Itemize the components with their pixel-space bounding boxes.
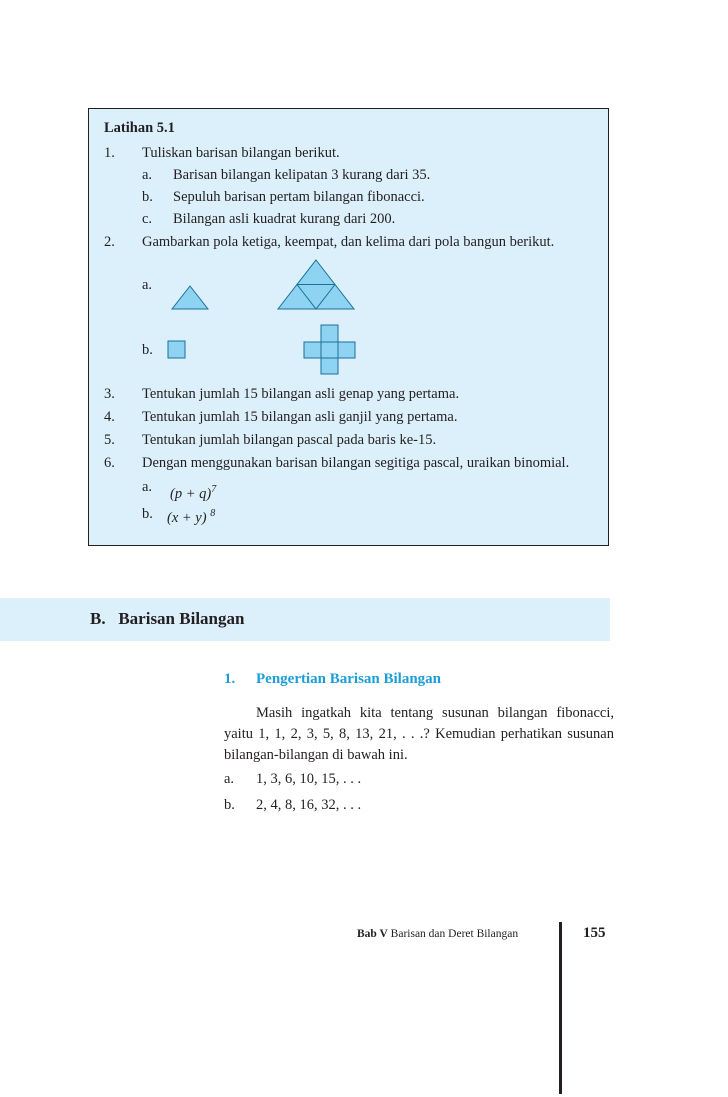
q1b-text: Sepuluh barisan pertam bilangan fibonacci.: [173, 189, 425, 205]
subsection-label: Pengertian Barisan Bilangan: [256, 671, 442, 687]
square-pattern-1: [167, 340, 187, 359]
q6b-expression: (x + y) $^8$: [167, 508, 216, 526]
subsection-paragraph: Masih ingatkah kita tentang susunan bilangan fibonacci, yaitu 1, 1, 2, 3, 5, 8, 13, 21, . . .? Kemudian perhatikan susunan bilangan-bilangan di bawah ini.: [224, 705, 614, 763]
q4-number: 4.: [104, 409, 115, 425]
page-number: 155: [583, 925, 606, 941]
q6a-expression: $(p + q)^7$: [170, 484, 217, 502]
q5-number: 5.: [104, 432, 115, 448]
cross-pattern-2: [303, 324, 357, 376]
seq-a-label: a.: [224, 771, 235, 787]
footer-divider: [559, 922, 562, 1094]
seq-b-label: b.: [224, 797, 235, 813]
q1-number: 1.: [104, 145, 115, 161]
section-title: B. Barisan Bilangan: [90, 609, 245, 628]
q2a-label: a.: [142, 277, 153, 293]
exercise-title: Latihan 5.1: [104, 120, 175, 136]
triangle-pattern-1: [170, 285, 210, 310]
q1a-text: Barisan bilangan kelipatan 3 kurang dari 35.: [173, 167, 431, 183]
q6-number: 6.: [104, 455, 115, 471]
triangle-pattern-2: [276, 259, 356, 311]
q1-text: Tuliskan barisan bilangan berikut.: [142, 145, 340, 161]
q1a-label: a.: [142, 167, 153, 183]
q2-number: 2.: [104, 234, 115, 250]
seq-b-text: 2, 4, 8, 16, 32, . . .: [256, 797, 362, 813]
q1b-label: b.: [142, 189, 153, 205]
q3-number: 3.: [104, 386, 115, 402]
footer-chapter: [357, 928, 518, 940]
q5-text: Tentukan jumlah bilangan pascal pada baris ke-15.: [142, 432, 437, 448]
q1c-text: Bilangan asli kuadrat kurang dari 200.: [173, 211, 396, 227]
q6b-label: b.: [142, 506, 153, 522]
q2-text: Gambarkan pola ketiga, keempat, dan kelima dari pola bangun berikut.: [142, 234, 555, 250]
footer-chapter-title: Barisan dan Deret Bilangan: [390, 928, 519, 940]
subsection-number: 1.: [224, 671, 236, 687]
q2b-label: b.: [142, 342, 153, 358]
footer-chapter-bold: Bab V: [357, 928, 388, 940]
seq-a-text: 1, 3, 6, 10, 15, . . .: [256, 771, 362, 787]
subsection-title: [224, 671, 442, 688]
q1c-label: c.: [142, 211, 153, 227]
q3-text: Tentukan jumlah 15 bilangan asli genap yang pertama.: [142, 386, 460, 402]
q6-text: Dengan menggunakan barisan bilangan segitiga pascal, uraikan binomial.: [142, 455, 570, 471]
q4-text: Tentukan jumlah 15 bilangan asli ganjil yang pertama.: [142, 409, 458, 425]
q6a-label: a.: [142, 479, 153, 495]
